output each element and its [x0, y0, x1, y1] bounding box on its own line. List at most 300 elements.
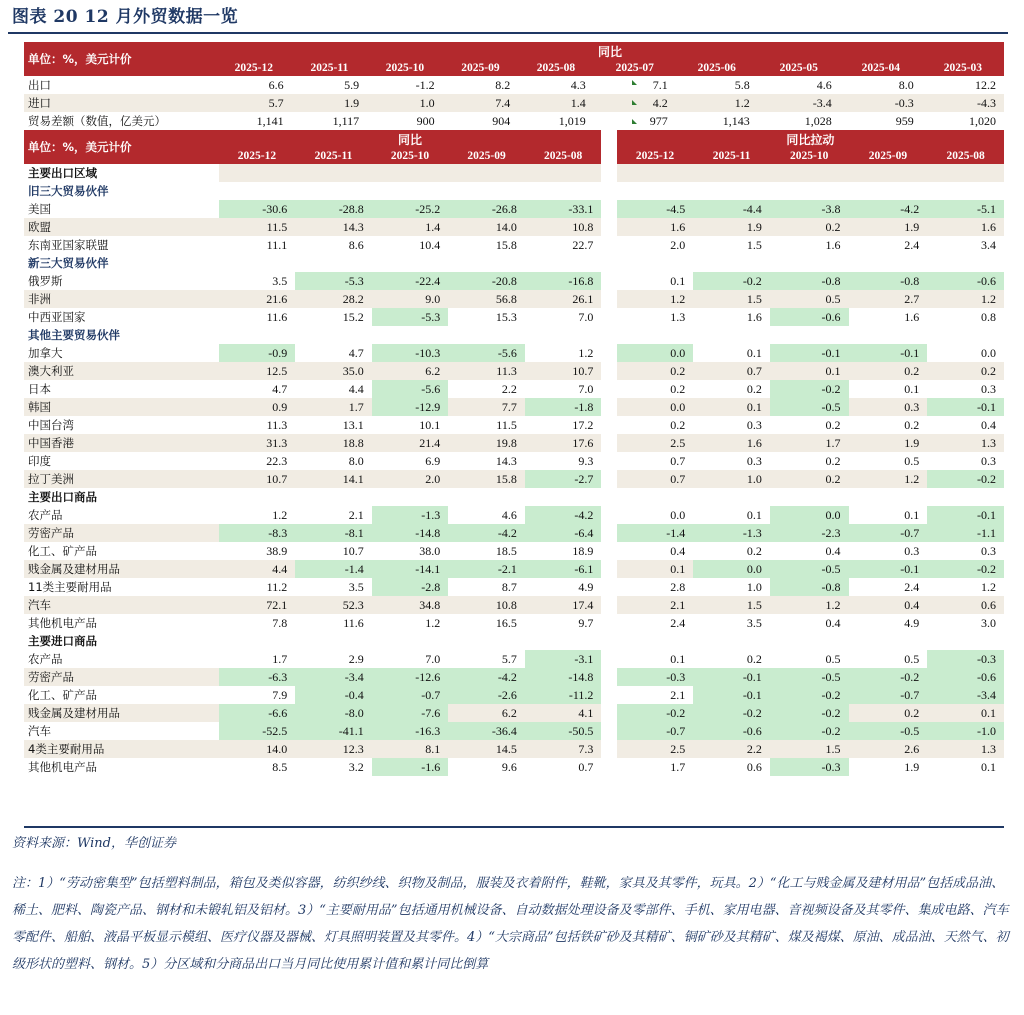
table-cell: -0.9 [219, 344, 296, 362]
source-line: 资料来源：Wind，华创证券 [12, 836, 176, 851]
table-cell: 977 [594, 112, 676, 130]
table-cell: 21.6 [219, 290, 296, 308]
table-cell: -50.5 [525, 722, 602, 740]
subsection-label: 其他主要贸易伙伴 [24, 326, 219, 344]
table-cell: -4.3 [922, 94, 1004, 112]
table-cell: 11.3 [448, 362, 525, 380]
table-cell: 2.0 [617, 236, 694, 254]
table-cell: 1,143 [676, 112, 758, 130]
column-gap [601, 272, 616, 290]
column-gap [601, 542, 616, 560]
row-label: 印度 [24, 452, 219, 470]
column-header-month: 2025-04 [840, 60, 922, 76]
empty-cell [617, 182, 694, 200]
table-cell: 6.9 [372, 452, 449, 470]
column-gap [601, 308, 616, 326]
table-cell: 1.7 [295, 398, 372, 416]
table-row [24, 758, 1004, 776]
table-cell: 1.9 [849, 434, 928, 452]
table-cell: 2.5 [617, 434, 694, 452]
table-cell: 11.6 [219, 308, 296, 326]
table-cell: 0.3 [849, 398, 928, 416]
table-cell: 0.5 [770, 650, 849, 668]
table-cell: 11.6 [295, 614, 372, 632]
row-label: 非洲 [24, 290, 219, 308]
table-cell: 17.6 [525, 434, 602, 452]
empty-cell [770, 488, 849, 506]
table-cell: 4.6 [758, 76, 840, 94]
table-row [24, 344, 1004, 362]
column-gap [601, 722, 616, 740]
table-cell: 4.7 [295, 344, 372, 362]
table-cell: -0.1 [849, 344, 928, 362]
empty-cell [448, 632, 525, 650]
table-cell: -0.7 [617, 722, 694, 740]
table-cell: -1.4 [295, 560, 372, 578]
empty-cell [219, 182, 296, 200]
top-summary-table [24, 42, 1004, 130]
table-cell: 5.7 [448, 650, 525, 668]
footnote: 注：1）“劳动密集型”包括塑料制品，箱包及类似容器，纺织纱线、织物及制品，服装及衣着附件，鞋靴，家具及其零件，玩具。2）“化工与贱金属及建材用品”包括成品油、稀土、肥料、陶瓷产品、钢材和未锻轧铝及铝材。3）“主要耐用品”包括通用机械设备、自动数据处理设备及零部件、手机、家用电器、音视频设备及其零件、集成电路、汽车零配件、船舶、液晶平板显示模组、医疗仪器及器械、灯具照明装置及其零件。4）“大宗商品”包括铁矿砂及其精矿、铜矿砂及其精矿、煤及褐煤、原油、成品油、天然气、初级形状的塑料、钢材。5）分区域和分商品出口当月同比使用累计值和累计同比倒算 [12, 876, 1009, 972]
table-cell: 15.8 [448, 470, 525, 488]
empty-cell [617, 326, 694, 344]
table-cell: 1.0 [693, 578, 770, 596]
empty-cell [601, 488, 616, 506]
empty-cell [295, 488, 372, 506]
row-label: 其他机电产品 [24, 614, 219, 632]
table-cell: 0.2 [770, 452, 849, 470]
table-cell: 1.0 [693, 470, 770, 488]
empty-cell [448, 182, 525, 200]
empty-cell [372, 164, 449, 182]
column-header-month: 2025-08 [927, 148, 1004, 164]
table-cell: -6.1 [525, 560, 602, 578]
table-cell: 10.7 [219, 470, 296, 488]
table-cell: 1.2 [676, 94, 758, 112]
table-cell: -2.3 [770, 524, 849, 542]
table-cell: 900 [367, 112, 443, 130]
table-cell: 8.6 [295, 236, 372, 254]
table-row [24, 596, 1004, 614]
empty-cell [601, 632, 616, 650]
table-cell: 1.2 [372, 614, 449, 632]
table-row [24, 290, 1004, 308]
table-cell: -26.8 [448, 200, 525, 218]
empty-cell [295, 164, 372, 182]
empty-cell [372, 254, 449, 272]
table-cell: 4.7 [219, 380, 296, 398]
empty-cell [219, 164, 296, 182]
empty-cell [927, 326, 1004, 344]
row-label: 澳大利亚 [24, 362, 219, 380]
table-cell: 31.3 [219, 434, 296, 452]
table-cell: -0.3 [927, 650, 1004, 668]
table-cell: 1.3 [927, 740, 1004, 758]
table-cell: 1.2 [927, 290, 1004, 308]
table-cell: 6.6 [216, 76, 292, 94]
table-cell: -2.1 [448, 560, 525, 578]
table-cell: 0.2 [927, 362, 1004, 380]
table-cell: -1.8 [525, 398, 602, 416]
table-cell: 1.5 [693, 236, 770, 254]
empty-cell [927, 632, 1004, 650]
table-cell: -0.1 [693, 668, 770, 686]
empty-cell [693, 164, 770, 182]
column-gap [601, 344, 616, 362]
table-cell: -0.2 [770, 722, 849, 740]
table-cell: 0.2 [770, 416, 849, 434]
table-cell: 0.0 [927, 344, 1004, 362]
table-cell: -0.5 [770, 668, 849, 686]
table-cell: -0.3 [840, 94, 922, 112]
table-cell: 52.3 [295, 596, 372, 614]
table-cell: 2.4 [617, 614, 694, 632]
section-label: 主要进口商品 [24, 632, 219, 650]
column-gap [601, 416, 616, 434]
table-row [24, 398, 1004, 416]
empty-cell [372, 488, 449, 506]
row-label: 11类主要耐用品 [24, 578, 219, 596]
table-bottom-rule [24, 826, 1004, 828]
table-cell: -14.8 [372, 524, 449, 542]
table-cell: -8.3 [219, 524, 296, 542]
subsection-header-row [24, 326, 1004, 344]
table-cell: 18.8 [295, 434, 372, 452]
section-label: 主要出口商品 [24, 488, 219, 506]
row-label: 加拿大 [24, 344, 219, 362]
table-cell: 1.3 [617, 308, 694, 326]
row-label: 劳密产品 [24, 524, 219, 542]
row-label: 东南亚国家联盟 [24, 236, 219, 254]
table-cell: -0.3 [617, 668, 694, 686]
table-cell: 0.4 [849, 596, 928, 614]
row-label: 贱金属及建材用品 [24, 704, 219, 722]
table-cell: 2.1 [617, 686, 694, 704]
subsection-header-row [24, 182, 1004, 200]
table-cell: 35.0 [295, 362, 372, 380]
table-cell: 0.5 [849, 650, 928, 668]
column-gap [601, 218, 616, 236]
table-row [24, 112, 1004, 130]
table-cell: 1.3 [927, 434, 1004, 452]
table-cell: 1.2 [849, 470, 928, 488]
column-header-month: 2025-10 [372, 148, 449, 164]
table-cell: 0.0 [770, 506, 849, 524]
table-cell: -0.2 [770, 704, 849, 722]
column-gap [601, 470, 616, 488]
column-header-month: 2025-12 [219, 148, 296, 164]
table-cell: 8.5 [219, 758, 296, 776]
table-cell: -2.8 [372, 578, 449, 596]
group-label-contribution: 同比拉动 [617, 130, 1004, 148]
table-cell: 1.5 [693, 596, 770, 614]
empty-cell [372, 326, 449, 344]
column-gap [601, 130, 616, 164]
empty-cell [219, 254, 296, 272]
table-cell: 2.2 [693, 740, 770, 758]
empty-cell [927, 182, 1004, 200]
empty-cell [295, 326, 372, 344]
column-gap [601, 560, 616, 578]
table-cell: 0.0 [693, 560, 770, 578]
empty-cell [693, 182, 770, 200]
table-cell: 0.2 [849, 416, 928, 434]
table-cell: -7.6 [372, 704, 449, 722]
group-label-yoy: 同比 [219, 130, 602, 148]
table-cell: 11.1 [219, 236, 296, 254]
row-label: 农产品 [24, 506, 219, 524]
table-cell: 0.1 [927, 704, 1004, 722]
title-rule [8, 32, 1008, 34]
table-cell: 1.6 [617, 218, 694, 236]
table-cell: 10.8 [525, 218, 602, 236]
table-cell: -5.3 [295, 272, 372, 290]
row-label: 欧盟 [24, 218, 219, 236]
table-cell: -14.8 [525, 668, 602, 686]
column-gap [601, 668, 616, 686]
table-cell: -0.5 [849, 722, 928, 740]
table-cell: -0.1 [693, 686, 770, 704]
table-cell: 0.4 [927, 416, 1004, 434]
table-cell: 0.3 [849, 542, 928, 560]
table-cell: 5.9 [292, 76, 368, 94]
main-detail-table [24, 130, 1004, 776]
table-cell: 0.1 [849, 506, 928, 524]
table-row [24, 542, 1004, 560]
table-cell: 0.0 [617, 398, 694, 416]
empty-cell [601, 164, 616, 182]
table-cell: 11.2 [219, 578, 296, 596]
table-cell: 0.7 [525, 758, 602, 776]
table-cell: 0.1 [693, 398, 770, 416]
empty-cell [693, 254, 770, 272]
table-row [24, 76, 1004, 94]
table-cell: 8.2 [443, 76, 519, 94]
table-cell: 7.1 [594, 76, 676, 94]
table-cell: 13.1 [295, 416, 372, 434]
table-cell: 2.6 [849, 740, 928, 758]
table-row [24, 650, 1004, 668]
table-row [24, 200, 1004, 218]
table-row [24, 470, 1004, 488]
table-cell: -6.6 [219, 704, 296, 722]
table-cell: -11.2 [525, 686, 602, 704]
table-cell: 4.9 [849, 614, 928, 632]
table-cell: 38.9 [219, 542, 296, 560]
table-cell: -1.4 [617, 524, 694, 542]
table-cell: 1.2 [525, 344, 602, 362]
empty-cell [617, 488, 694, 506]
table-cell: 22.7 [525, 236, 602, 254]
table-cell: 14.3 [448, 452, 525, 470]
table-cell: -0.2 [927, 560, 1004, 578]
subsection-label: 新三大贸易伙伴 [24, 254, 219, 272]
table-cell: 11.5 [219, 218, 296, 236]
column-header-month: 2025-12 [216, 60, 292, 76]
column-gap [601, 758, 616, 776]
table-row [24, 380, 1004, 398]
column-header-month: 2025-11 [693, 148, 770, 164]
empty-cell [525, 326, 602, 344]
table-cell: 3.0 [927, 614, 1004, 632]
column-gap [601, 578, 616, 596]
table-cell: 10.1 [372, 416, 449, 434]
table-cell: 1.6 [770, 236, 849, 254]
table-row [24, 236, 1004, 254]
table-row [24, 524, 1004, 542]
empty-cell [927, 488, 1004, 506]
table-cell: 1.9 [292, 94, 368, 112]
row-label: 韩国 [24, 398, 219, 416]
column-gap [601, 290, 616, 308]
table-cell: -0.2 [927, 470, 1004, 488]
table-cell: 2.4 [849, 578, 928, 596]
table-cell: 1,019 [518, 112, 594, 130]
table-cell: 1,020 [922, 112, 1004, 130]
table-cell: 18.9 [525, 542, 602, 560]
empty-cell [448, 164, 525, 182]
table-cell: -3.4 [295, 668, 372, 686]
table-cell: 7.0 [525, 380, 602, 398]
empty-cell [219, 632, 296, 650]
table-cell: 14.0 [448, 218, 525, 236]
table-cell: 12.5 [219, 362, 296, 380]
table-cell: -3.4 [927, 686, 1004, 704]
table-cell: 2.2 [448, 380, 525, 398]
table-row [24, 434, 1004, 452]
table-row [24, 416, 1004, 434]
empty-cell [849, 488, 928, 506]
table-cell: -0.7 [849, 686, 928, 704]
table-cell: -3.1 [525, 650, 602, 668]
table-cell: -0.8 [849, 272, 928, 290]
table-cell: 2.7 [849, 290, 928, 308]
table-cell: 4.1 [525, 704, 602, 722]
table-cell: 1.2 [770, 596, 849, 614]
table-row [24, 362, 1004, 380]
table-cell: 16.5 [448, 614, 525, 632]
table-cell: 1.5 [770, 740, 849, 758]
table-cell: -52.5 [219, 722, 296, 740]
column-header-month: 2025-08 [525, 148, 602, 164]
table-cell: 0.6 [693, 758, 770, 776]
table-cell: 1.7 [617, 758, 694, 776]
column-header-month: 2025-09 [849, 148, 928, 164]
row-label: 贱金属及建材用品 [24, 560, 219, 578]
empty-cell [372, 632, 449, 650]
empty-cell [219, 326, 296, 344]
table-cell: -0.1 [770, 344, 849, 362]
table-cell: 0.4 [617, 542, 694, 560]
group-label-yoy: 同比 [216, 42, 1004, 60]
table-cell: 1.0 [367, 94, 443, 112]
table-cell: -1.1 [927, 524, 1004, 542]
column-gap [601, 362, 616, 380]
table-cell: 1.4 [372, 218, 449, 236]
table-cell: 2.9 [295, 650, 372, 668]
empty-cell [770, 254, 849, 272]
table-cell: -2.6 [448, 686, 525, 704]
table-cell: 0.3 [693, 452, 770, 470]
table-cell: -14.1 [372, 560, 449, 578]
table-cell: 904 [443, 112, 519, 130]
column-header-month: 2025-09 [443, 60, 519, 76]
table-cell: 0.0 [617, 344, 694, 362]
table-cell: -0.7 [849, 524, 928, 542]
table-cell: -10.3 [372, 344, 449, 362]
table-cell: -25.2 [372, 200, 449, 218]
row-label: 农产品 [24, 650, 219, 668]
table-cell: 5.7 [216, 94, 292, 112]
table-cell: 4.3 [518, 76, 594, 94]
table-cell: 14.1 [295, 470, 372, 488]
table-cell: -4.2 [525, 506, 602, 524]
subsection-header-row [24, 254, 1004, 272]
table-cell: 4.4 [295, 380, 372, 398]
table-cell: -1.3 [372, 506, 449, 524]
column-gap [601, 596, 616, 614]
table-cell: 3.5 [295, 578, 372, 596]
table-cell: 21.4 [372, 434, 449, 452]
empty-cell [448, 488, 525, 506]
empty-cell [617, 254, 694, 272]
table-cell: 0.5 [770, 290, 849, 308]
row-label: 美国 [24, 200, 219, 218]
table-cell: -4.5 [617, 200, 694, 218]
table-row [24, 704, 1004, 722]
table-cell: -4.2 [448, 668, 525, 686]
table-cell: -0.6 [927, 668, 1004, 686]
table-cell: -0.2 [770, 686, 849, 704]
table-cell: 4.9 [525, 578, 602, 596]
table-cell: 2.0 [372, 470, 449, 488]
table-row [24, 668, 1004, 686]
table-cell: 7.4 [443, 94, 519, 112]
column-gap [601, 380, 616, 398]
table-cell: 2.4 [849, 236, 928, 254]
table-cell: 0.2 [770, 470, 849, 488]
table-row [24, 740, 1004, 758]
row-label: 4类主要耐用品 [24, 740, 219, 758]
table-cell: -12.9 [372, 398, 449, 416]
section-header-row [24, 164, 1004, 182]
column-gap [601, 524, 616, 542]
row-label: 中西亚国家 [24, 308, 219, 326]
table-cell: 4.4 [219, 560, 296, 578]
empty-cell [693, 326, 770, 344]
table-cell: -20.8 [448, 272, 525, 290]
table-cell: 1.9 [693, 218, 770, 236]
column-gap [601, 452, 616, 470]
green-corner-marker [632, 80, 637, 85]
table-cell: -0.6 [770, 308, 849, 326]
table-cell: 10.4 [372, 236, 449, 254]
table-cell: 959 [840, 112, 922, 130]
table-cell: -28.8 [295, 200, 372, 218]
table-cell: 9.7 [525, 614, 602, 632]
table-cell: -0.2 [770, 380, 849, 398]
column-gap [601, 236, 616, 254]
table-cell: 0.6 [927, 596, 1004, 614]
table-cell: 1.9 [849, 758, 928, 776]
column-header-month: 2025-11 [292, 60, 368, 76]
table-cell: -6.4 [525, 524, 602, 542]
row-label: 其他机电产品 [24, 758, 219, 776]
table-cell: 6.2 [372, 362, 449, 380]
column-header-month: 2025-10 [367, 60, 443, 76]
table-row [24, 218, 1004, 236]
empty-cell [295, 254, 372, 272]
